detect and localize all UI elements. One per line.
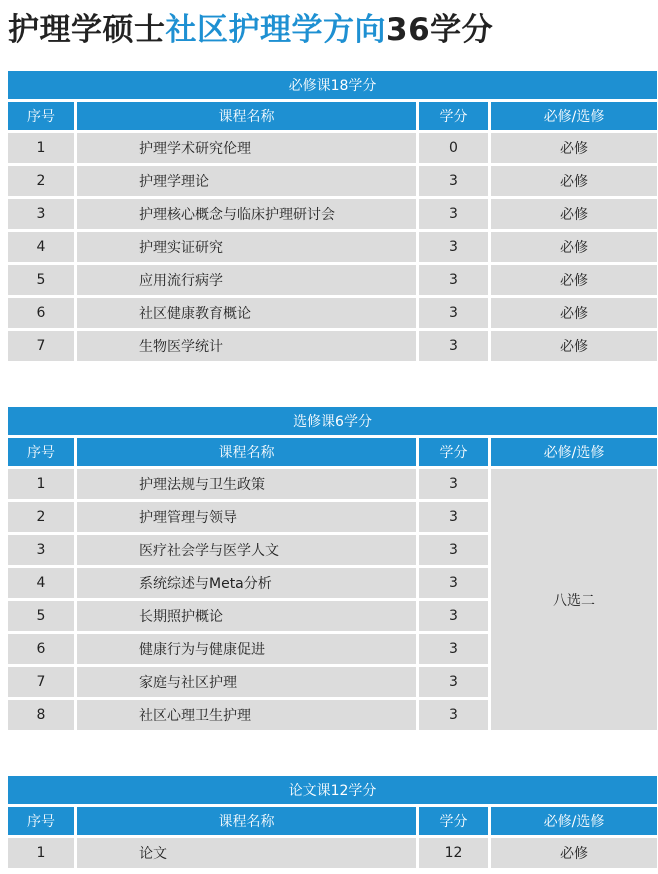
- cell-type: 必修: [491, 133, 657, 163]
- cell-name: 护理管理与领导: [77, 502, 416, 532]
- cell-type: 必修: [491, 166, 657, 196]
- header-name: 课程名称: [77, 438, 416, 466]
- table-row: [8, 199, 657, 229]
- cell-no: 5: [8, 601, 74, 631]
- header-type: 必修/选修: [491, 438, 657, 466]
- cell-credit: 3: [419, 331, 488, 361]
- table-row: [8, 298, 657, 328]
- cell-no: 8: [8, 700, 74, 730]
- cell-credit: 3: [419, 502, 488, 532]
- cell-name: 护理法规与卫生政策: [77, 469, 416, 499]
- cell-no: 4: [8, 568, 74, 598]
- cell-no: 2: [8, 166, 74, 196]
- cell-name: 护理学理论: [77, 166, 416, 196]
- cell-type: 必修: [491, 298, 657, 328]
- header-credit: 学分: [419, 807, 488, 835]
- cell-credit: 12: [419, 838, 488, 868]
- cell-name: 健康行为与健康促进: [77, 634, 416, 664]
- table-row: [8, 265, 657, 295]
- cell-type: 必修: [491, 265, 657, 295]
- cell-credit: 3: [419, 535, 488, 565]
- cell-credit: 3: [419, 166, 488, 196]
- page-title: [8, 6, 493, 54]
- header-credit: 学分: [419, 438, 488, 466]
- cell-name: 社区心理卫生护理: [77, 700, 416, 730]
- cell-name: 医疗社会学与医学人文: [77, 535, 416, 565]
- cell-credit: 3: [419, 601, 488, 631]
- table-row: [8, 133, 657, 163]
- header-no: 序号: [8, 807, 74, 835]
- cell-credit: 3: [419, 199, 488, 229]
- elective-courses-table: [5, 404, 658, 733]
- cell-name: 护理学术研究伦理: [77, 133, 416, 163]
- table-row: [8, 166, 657, 196]
- cell-name: 应用流行病学: [77, 265, 416, 295]
- cell-no: 1: [8, 133, 74, 163]
- cell-credit: 3: [419, 634, 488, 664]
- cell-name: 长期照护概论: [77, 601, 416, 631]
- cell-credit: 3: [419, 667, 488, 697]
- header-no: 序号: [8, 438, 74, 466]
- cell-name: 论文: [77, 838, 416, 868]
- cell-no: 5: [8, 265, 74, 295]
- header-type: 必修/选修: [491, 102, 657, 130]
- table-caption: 必修课18学分: [8, 71, 657, 99]
- cell-credit: 3: [419, 700, 488, 730]
- cell-type: 必修: [491, 199, 657, 229]
- cell-no: 2: [8, 502, 74, 532]
- cell-no: 1: [8, 838, 74, 868]
- cell-credit: 0: [419, 133, 488, 163]
- cell-no: 3: [8, 199, 74, 229]
- required-courses-table: [5, 68, 658, 364]
- cell-no: 7: [8, 667, 74, 697]
- header-credit: 学分: [419, 102, 488, 130]
- cell-name: 系统综述与Meta分析: [77, 568, 416, 598]
- table-row: [8, 331, 657, 361]
- table-caption: 选修课6学分: [8, 407, 657, 435]
- cell-no: 6: [8, 634, 74, 664]
- title-part1: 护理学硕士: [8, 12, 166, 48]
- cell-credit: 3: [419, 568, 488, 598]
- cell-credit: 3: [419, 265, 488, 295]
- cell-name: 护理核心概念与临床护理研讨会: [77, 199, 416, 229]
- title-part2: 36学分: [386, 12, 494, 48]
- cell-no: 6: [8, 298, 74, 328]
- cell-no: 4: [8, 232, 74, 262]
- header-no: 序号: [8, 102, 74, 130]
- header-name: 课程名称: [77, 807, 416, 835]
- table-caption: 论文课12学分: [8, 776, 657, 804]
- title-accent: 社区护理学方向: [165, 12, 386, 48]
- cell-no: 3: [8, 535, 74, 565]
- table-row: [8, 232, 657, 262]
- cell-type: 必修: [491, 331, 657, 361]
- cell-credit: 3: [419, 232, 488, 262]
- table-row: [8, 838, 657, 868]
- cell-type: 必修: [491, 232, 657, 262]
- cell-no: 1: [8, 469, 74, 499]
- cell-name: 家庭与社区护理: [77, 667, 416, 697]
- cell-credit: 3: [419, 469, 488, 499]
- header-type: 必修/选修: [491, 807, 657, 835]
- cell-type: 必修: [491, 838, 657, 868]
- cell-no: 7: [8, 331, 74, 361]
- cell-name: 社区健康教育概论: [77, 298, 416, 328]
- cell-name: 护理实证研究: [77, 232, 416, 262]
- cell-credit: 3: [419, 298, 488, 328]
- header-name: 课程名称: [77, 102, 416, 130]
- thesis-courses-table: [5, 773, 658, 871]
- cell-type-merged: 八选二: [491, 469, 657, 730]
- table-row: [8, 469, 657, 499]
- cell-name: 生物医学统计: [77, 331, 416, 361]
